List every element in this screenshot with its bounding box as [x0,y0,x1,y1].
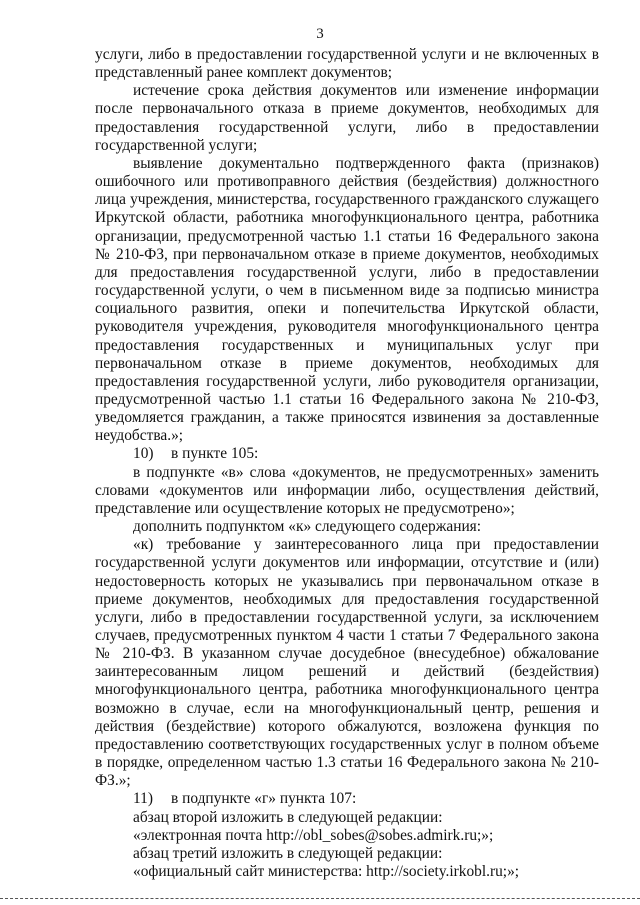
paragraph-subpoint-k-text: «к) требование у заинтересованного лица при предоставлении государственной услуги документов или информации, отсутствие и (или) недостоверность которых не указывались при первоначальном отказе в приеме документов, необходимых для предоставления государственной услуги, либо в предоставлении государственной услуги, за исключением случаев, предусмотренных пунктом 4 части 1 статьи 7 Федерального закона № 210-ФЗ. В указанном случае досудебное (внесудебное) обжалование заинтересованным лицом решений и действий (бездействия) многофункционального центра, работника многофункционального центра возможно в случае, если на многофункциональный центр, решения и действия (бездействие) которого обжалуются, возложена функция по предоставлению соответствующих государственных услуг в полном объеме в порядке, определенном частью 1.3 статьи 16 Федерального закона № 210-ФЗ.»; [95,536,599,790]
paragraph-expiry: истечение срока действия документов или изменение информации после первоначального отказа в приеме документов, необходимых для предоставления государственной услуги, либо в предоставлении государственной услуги; [95,82,599,154]
paragraph-email: «электронная почта http://obl_sobes@sobes.admirk.ru;»; [133,826,494,844]
bottom-divider [0,898,640,899]
item-text-10: в пункте 105: [171,445,259,463]
paragraph-second-abzac: абзац второй изложить в следующей редакции: [133,808,443,826]
item-text-11: в подпункте «г» пункта 107: [171,790,357,808]
numbered-item-11 [95,790,599,808]
paragraph-add-subpoint-k: дополнить подпунктом «к» следующего содержания: [133,518,482,536]
numbered-item-10 [95,445,599,463]
document-body [95,46,599,881]
paragraph-third-abzac: абзац третий изложить в следующей редакции: [133,844,443,862]
paragraph-website: «официальный сайт министерства: http://society.irkobl.ru;»; [133,863,520,881]
paragraph-subpoint-v: в подпункте «в» слова «документов, не предусмотренных» заменить словами «документов или информации либо, осуществления действий, представление или осуществление которых не предусмотрено»; [95,463,599,517]
item-number-10: 10) [133,445,154,463]
page-number: 3 [316,26,324,42]
paragraph-continuation: услуги, либо в предоставлении государственной услуги и не включенных в представленный ранее комплект документов; [95,46,599,82]
item-number-11: 11) [133,790,153,808]
paragraph-error-detection: выявление документально подтвержденного факта (признаков) ошибочного или противоправного действия (бездействия) должностного лица учреждения, министерства, государственного гражданского служащего Иркутской области, работника многофункционального центра, работника организации, предусмотренной частью 1.1 статьи 16 Федерального закона № 210-ФЗ, при первоначальном отказе в приеме документов, необходимых для предоставления государственной услуги, либо в предоставлении государственной услуги, о чем в письменном виде за подписью министра социального развития, опеки и попечительства Иркутской области, руководителя учреждения, руководителя многофункционального центра предоставления государственных и муниципальных услуг при первоначальном отказе в приеме документов, необходимых для предоставления государственной услуги, либо руководителя организации, предусмотренной частью 1.1 статьи 16 Федерального закона № 210-ФЗ, уведомляется гражданин, а также приносятся извинения за доставленные неудобства.»; [95,154,599,445]
